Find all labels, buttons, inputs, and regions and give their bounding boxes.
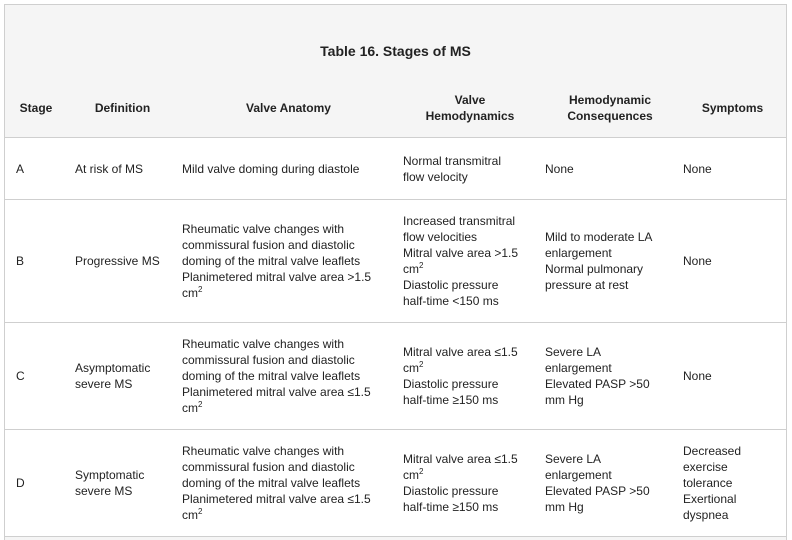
symptoms-line: None: [683, 254, 712, 268]
unit-text: cm: [182, 286, 198, 300]
consequences-line: Elevated PASP >50: [545, 484, 650, 498]
header-definition: [67, 78, 178, 138]
anatomy-line: doming of the mitral valve leaflets: [182, 476, 361, 490]
header-stage-label: Stage: [19, 100, 53, 115]
symptoms-line: tolerance: [683, 476, 733, 490]
hemodynamics-line-unit: [403, 467, 537, 483]
hemodynamics-line: flow velocities: [403, 230, 478, 244]
table-row: [5, 323, 786, 430]
cell-hemodynamic-consequences: [541, 138, 679, 200]
unit-text: cm: [403, 468, 419, 482]
cell-stage: B: [5, 200, 67, 323]
cell-definition: [67, 323, 178, 430]
stages-table: [5, 78, 786, 537]
cell-valve-anatomy: [178, 138, 399, 200]
definition-line: At risk of MS: [75, 161, 144, 176]
header-hemodynamic-consequences: [541, 78, 679, 138]
superscript: 2: [419, 467, 424, 476]
anatomy-line: commissural fusion and diastolic: [182, 460, 355, 474]
header-stage: [5, 78, 67, 138]
anatomy-line: Mild valve doming during diastole: [182, 161, 360, 176]
cell-stage: D: [5, 430, 67, 537]
hemodynamics-line: Mitral valve area >1.5: [403, 246, 519, 260]
hemodynamics-line-unit: [403, 360, 537, 376]
cell-valve-anatomy: [178, 200, 399, 323]
header-valve-hemodynamics-line-2: Hemodynamics: [425, 108, 515, 123]
header-row: [5, 78, 786, 138]
cell-valve-hemodynamics: [399, 200, 541, 323]
header-hemodynamic-consequences-line-1: Hemodynamic: [568, 92, 652, 107]
anatomy-line: Planimetered mitral valve area ≤1.5: [182, 492, 371, 506]
superscript: 2: [198, 285, 203, 294]
header-valve-anatomy-label: Valve Anatomy: [246, 100, 331, 115]
table-row: [5, 138, 786, 200]
header-symptoms: [679, 78, 786, 138]
consequences-line: Severe LA: [545, 452, 602, 466]
hemodynamics-line-unit: [403, 261, 537, 277]
hemodynamics-line: flow velocity: [403, 169, 468, 184]
anatomy-line: commissural fusion and diastolic: [182, 353, 355, 367]
consequences-line: enlargement: [545, 468, 612, 482]
unit-text: cm: [403, 361, 419, 375]
consequences-line: pressure at rest: [545, 278, 629, 292]
consequences-line: Elevated PASP >50: [545, 377, 650, 391]
hemodynamics-line: Diastolic pressure: [403, 377, 499, 391]
table-row: [5, 200, 786, 323]
hemodynamics-line: half-time ≥150 ms: [403, 500, 499, 514]
anatomy-line: Rheumatic valve changes with: [182, 222, 345, 236]
superscript: 2: [419, 360, 424, 369]
consequences-line: mm Hg: [545, 500, 584, 514]
header-valve-hemodynamics-line-1: Valve: [454, 92, 486, 107]
hemodynamics-line: Diastolic pressure: [403, 278, 499, 292]
anatomy-line: Planimetered mitral valve area ≤1.5: [182, 385, 371, 399]
anatomy-line-unit: [182, 285, 395, 301]
hemodynamics-line: Mitral valve area ≤1.5: [403, 345, 518, 359]
cell-stage: A: [5, 138, 67, 200]
superscript: 2: [198, 507, 203, 516]
consequences-line: enlargement: [545, 246, 612, 260]
cell-definition: [67, 430, 178, 537]
cell-hemodynamic-consequences: [541, 200, 679, 323]
cell-symptoms: [679, 323, 786, 430]
stages-of-ms-table-container: [4, 4, 787, 540]
anatomy-line-unit: [182, 507, 395, 523]
cell-definition: [67, 138, 178, 200]
symptoms-line: Exertional: [683, 492, 737, 506]
superscript: 2: [198, 400, 203, 409]
hemodynamics-line: half-time <150 ms: [403, 294, 499, 308]
cell-symptoms: [679, 200, 786, 323]
cell-valve-anatomy: [178, 323, 399, 430]
definition-line: severe MS: [75, 377, 133, 391]
cell-hemodynamic-consequences: [541, 430, 679, 537]
cell-valve-hemodynamics: [399, 430, 541, 537]
cell-stage: C: [5, 323, 67, 430]
anatomy-line-unit: [182, 400, 395, 416]
table-row: [5, 430, 786, 537]
symptoms-line: Decreased: [683, 444, 742, 458]
symptoms-line: None: [683, 369, 712, 383]
anatomy-line: doming of the mitral valve leaflets: [182, 254, 361, 268]
header-valve-hemodynamics: [399, 78, 541, 138]
cell-valve-hemodynamics: [399, 138, 541, 200]
header-symptoms-label: Symptoms: [701, 100, 764, 115]
cell-symptoms: [679, 430, 786, 537]
consequences-line: Mild to moderate LA: [545, 230, 653, 244]
header-definition-label: Definition: [94, 100, 151, 115]
anatomy-line: commissural fusion and diastolic: [182, 238, 355, 252]
consequences-line: enlargement: [545, 361, 612, 375]
definition-line: severe MS: [75, 484, 133, 498]
hemodynamics-line: Mitral valve area ≤1.5: [403, 452, 518, 466]
superscript: 2: [419, 261, 424, 270]
unit-text: cm: [403, 262, 419, 276]
definition-line: Asymptomatic: [75, 361, 151, 375]
cell-symptoms: [679, 138, 786, 200]
symptoms-line: exercise: [683, 460, 728, 474]
anatomy-line: Rheumatic valve changes with: [182, 337, 345, 351]
header-hemodynamic-consequences-line-2: Consequences: [567, 108, 653, 123]
symptoms-line: dyspnea: [683, 508, 729, 522]
anatomy-line: Rheumatic valve changes with: [182, 444, 345, 458]
consequences-line: Severe LA: [545, 345, 602, 359]
definition-line: Progressive MS: [75, 254, 160, 268]
cell-valve-hemodynamics: [399, 323, 541, 430]
anatomy-line: doming of the mitral valve leaflets: [182, 369, 361, 383]
anatomy-line: Planimetered mitral valve area >1.5: [182, 270, 372, 284]
consequences-line: mm Hg: [545, 393, 584, 407]
unit-text: cm: [182, 401, 198, 415]
unit-text: cm: [182, 508, 198, 522]
hemodynamics-line: Diastolic pressure: [403, 484, 499, 498]
table-title-row: [5, 5, 786, 78]
cell-hemodynamic-consequences: [541, 323, 679, 430]
hemodynamics-line: Increased transmitral: [403, 214, 516, 228]
consequences-line: Normal pulmonary: [545, 262, 644, 276]
hemodynamics-line: Normal transmitral: [403, 153, 502, 168]
cell-valve-anatomy: [178, 430, 399, 537]
table-title: Table 16. Stages of MS: [320, 43, 471, 59]
symptoms-line: None: [683, 161, 712, 176]
cell-definition: [67, 200, 178, 323]
header-valve-anatomy: [178, 78, 399, 138]
consequences-line: None: [545, 161, 574, 176]
hemodynamics-line: half-time ≥150 ms: [403, 393, 499, 407]
definition-line: Symptomatic: [75, 468, 145, 482]
